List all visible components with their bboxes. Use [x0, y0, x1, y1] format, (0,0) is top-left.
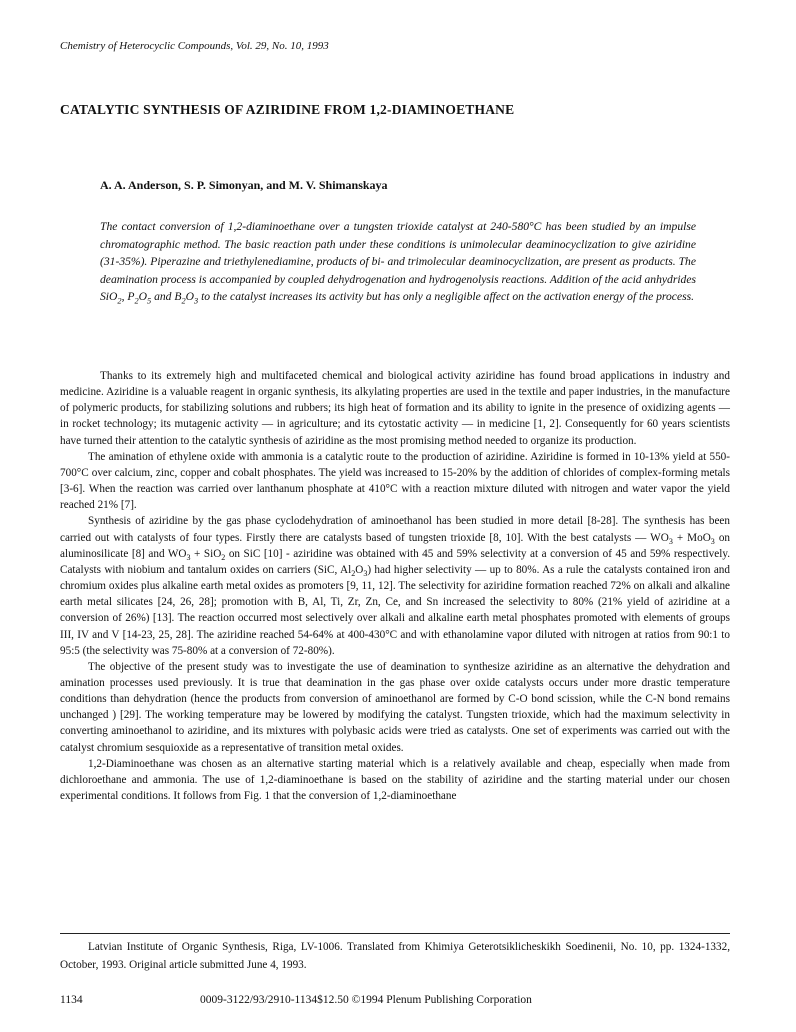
page-number: 1134 — [60, 994, 83, 1006]
article-authors: A. A. Anderson, S. P. Simonyan, and M. V. Shimanskaya — [100, 178, 388, 192]
copyright-line: 0009-3122/93/2910-1134$12.50 ©1994 Plenum Publishing Corporation — [200, 994, 532, 1006]
body-paragraph-5: 1,2-Diaminoethane was chosen as an alternative starting material which is a relatively available and cheap, especially when made from dichloroethane and ammonia. The use of 1,2-diaminoethane is based on the stability of aziridine and the starting material under our chosen experimental conditions. It follows from Fig. 1 that the conversion of 1,2-diaminoethane — [60, 757, 730, 803]
abstract — [100, 218, 696, 306]
subscript: 2 — [221, 552, 226, 562]
article-body — [60, 368, 730, 804]
subscript: 3 — [363, 569, 368, 579]
subscript: 2 — [181, 296, 186, 306]
subscript: 2 — [134, 296, 139, 306]
article-title: CATALYTIC SYNTHESIS OF AZIRIDINE FROM 1,2-DIAMINOETHANE — [60, 102, 515, 117]
subscript: 2 — [351, 569, 356, 579]
abstract-text: O — [138, 290, 147, 304]
subscript: 5 — [147, 296, 152, 306]
abstract-text: O — [185, 290, 194, 304]
abstract-text: and B — [151, 290, 182, 304]
subscript: 2 — [117, 296, 122, 306]
paragraph-text: O — [355, 563, 364, 576]
abstract-text: The contact conversion of 1,2-diaminoethane over a tungsten trioxide catalyst at 240-580°C has been studied by an impulse chromatographic method. The basic reaction path under these conditions is unimolecular deaminocyclization to give aziridine (31-35%). Piperazine and triethylenediamine, products of bi- and trimolecular deaminocyclization, are present as products. The deamination process is accompanied by coupled dehydrogenation and hydrogenolysis reactions. Addition of the acid anhydrides SiO — [100, 220, 697, 304]
paragraph-text: Synthesis of aziridine by the gas phase cyclodehydration of aminoethanol has been studied in more detail [8-28]. The synthesis has been carried out with catalysts of four types. Firstly there are catalysts based of tungsten trioxide [8, 10]. With the best catalysts — WO — [60, 515, 730, 544]
body-paragraph-1: Thanks to its extremely high and multifaceted chemical and biological activity aziridine has found broad applications in industry and medicine. Aziridine is a valuable reagent in organic synthesis, its alkylating properties are used in the textile and paper industries, in the manufacture of polymeric products, for stabilizing solutions and rubbers; its high heat of formation and its ability to ignite in the presence of oxidizing agents — in rocket technology; its mutagenic activity — in agriculture; and its cytostatic activity — in medicine [1, 2]. Consequently for 60 years scientists have turned their attention to the catalytic synthesis of aziridine as the most promising method needed to organize its production. — [60, 370, 730, 447]
abstract-text: to the catalyst increases its activity but has only a negligible affect on the activation energy of the process. — [198, 290, 695, 304]
body-paragraph-4: The objective of the present study was to investigate the use of deamination to synthesize aziridine as an alternative the dehydration and amination processes used previously. It is true that deamination in the gas phase over oxide catalysts occurs under more drastic temperature conditions than dehydration (hence the products from conversion of aminoethanol are formed by C-O bond scission, while the C-N bond remains unchanged ) [29]. The working temperature may be lowered by modifying the catalyst. Tungsten trioxide, which had the maximum selectivity in converting aminoethanol to aziridine, and its mixtures with polybasic acids were tried as catalysts. One set of experiments was carried out with the catalyst chromium sesquioxide as a representative of transition metal oxides. — [60, 660, 730, 754]
subscript: 3 — [194, 296, 199, 306]
subscript: 3 — [186, 552, 191, 562]
footnote-divider — [60, 933, 730, 934]
footnote: Latvian Institute of Organic Synthesis, Riga, LV-1006. Translated from Khimiya Geterotsiklicheskikh Soedinenii, No. 10, pp. 1324-1332, October, 1993. Original article submitted June 4, 1993. — [60, 941, 730, 971]
body-paragraph-2: The amination of ethylene oxide with ammonia is a catalytic route to the production of aziridine. Aziridine is formed in 10-13% yield at 550-700°C over calcium, zinc, copper and cobalt phosphates. The yield was increased to 15-20% by the addition of chlorides of complex-forming metals [3-6]. When the reaction was carried over lanthanum phosphate at 410°C with a reaction mixture diluted with nitrogen and water vapor the yield reached 21% [7]. — [60, 450, 730, 512]
paragraph-text: on SiC [10] - aziridine was obtained with 45 and 59% selectivity at a conversion of 45 and 59% respectively. Catalysts with niobium and tantalum oxides on carriers (SiC, Al — [60, 547, 730, 576]
paragraph-text: on aluminosilicate [8] and WO — [60, 531, 731, 560]
body-paragraph-3 — [60, 513, 730, 658]
journal-header: Chemistry of Heterocyclic Compounds, Vol. 29, No. 10, 1993 — [60, 40, 329, 52]
paragraph-text: ) had higher selectivity — up to 80%. As a rule the catalysts contained iron and chromium oxides plus alkaline earth metal oxides as promoters [9, 11, 12]. The selectivity for aziridine formation reached 72% on alkali and alkaline earth metal silicates [24, 26, 28]; promotion with B, Al, Ti, Zr, Zn, Ce, and Sn increased the selectivity to 80% (21% yield of aziridine at a conversion of 26%) [13]. The reaction occurred most selectively over alkali and alkaline earth metal phosphates promoted with elements of groups III, IV and V [14-23, 25, 28]. The aziridine reached 54-64% at 400-430°C and with ethanolamine vapor diluted with nitrogen at ratios from 90:1 to 95:5 (the selectivity was 75-80% at a conversion of 72-80%). — [60, 563, 730, 657]
subscript: 3 — [710, 536, 715, 546]
subscript: 3 — [668, 536, 673, 546]
paragraph-text: + MoO — [672, 531, 711, 544]
paragraph-text: + SiO — [190, 547, 222, 560]
abstract-text: , P — [121, 290, 135, 304]
